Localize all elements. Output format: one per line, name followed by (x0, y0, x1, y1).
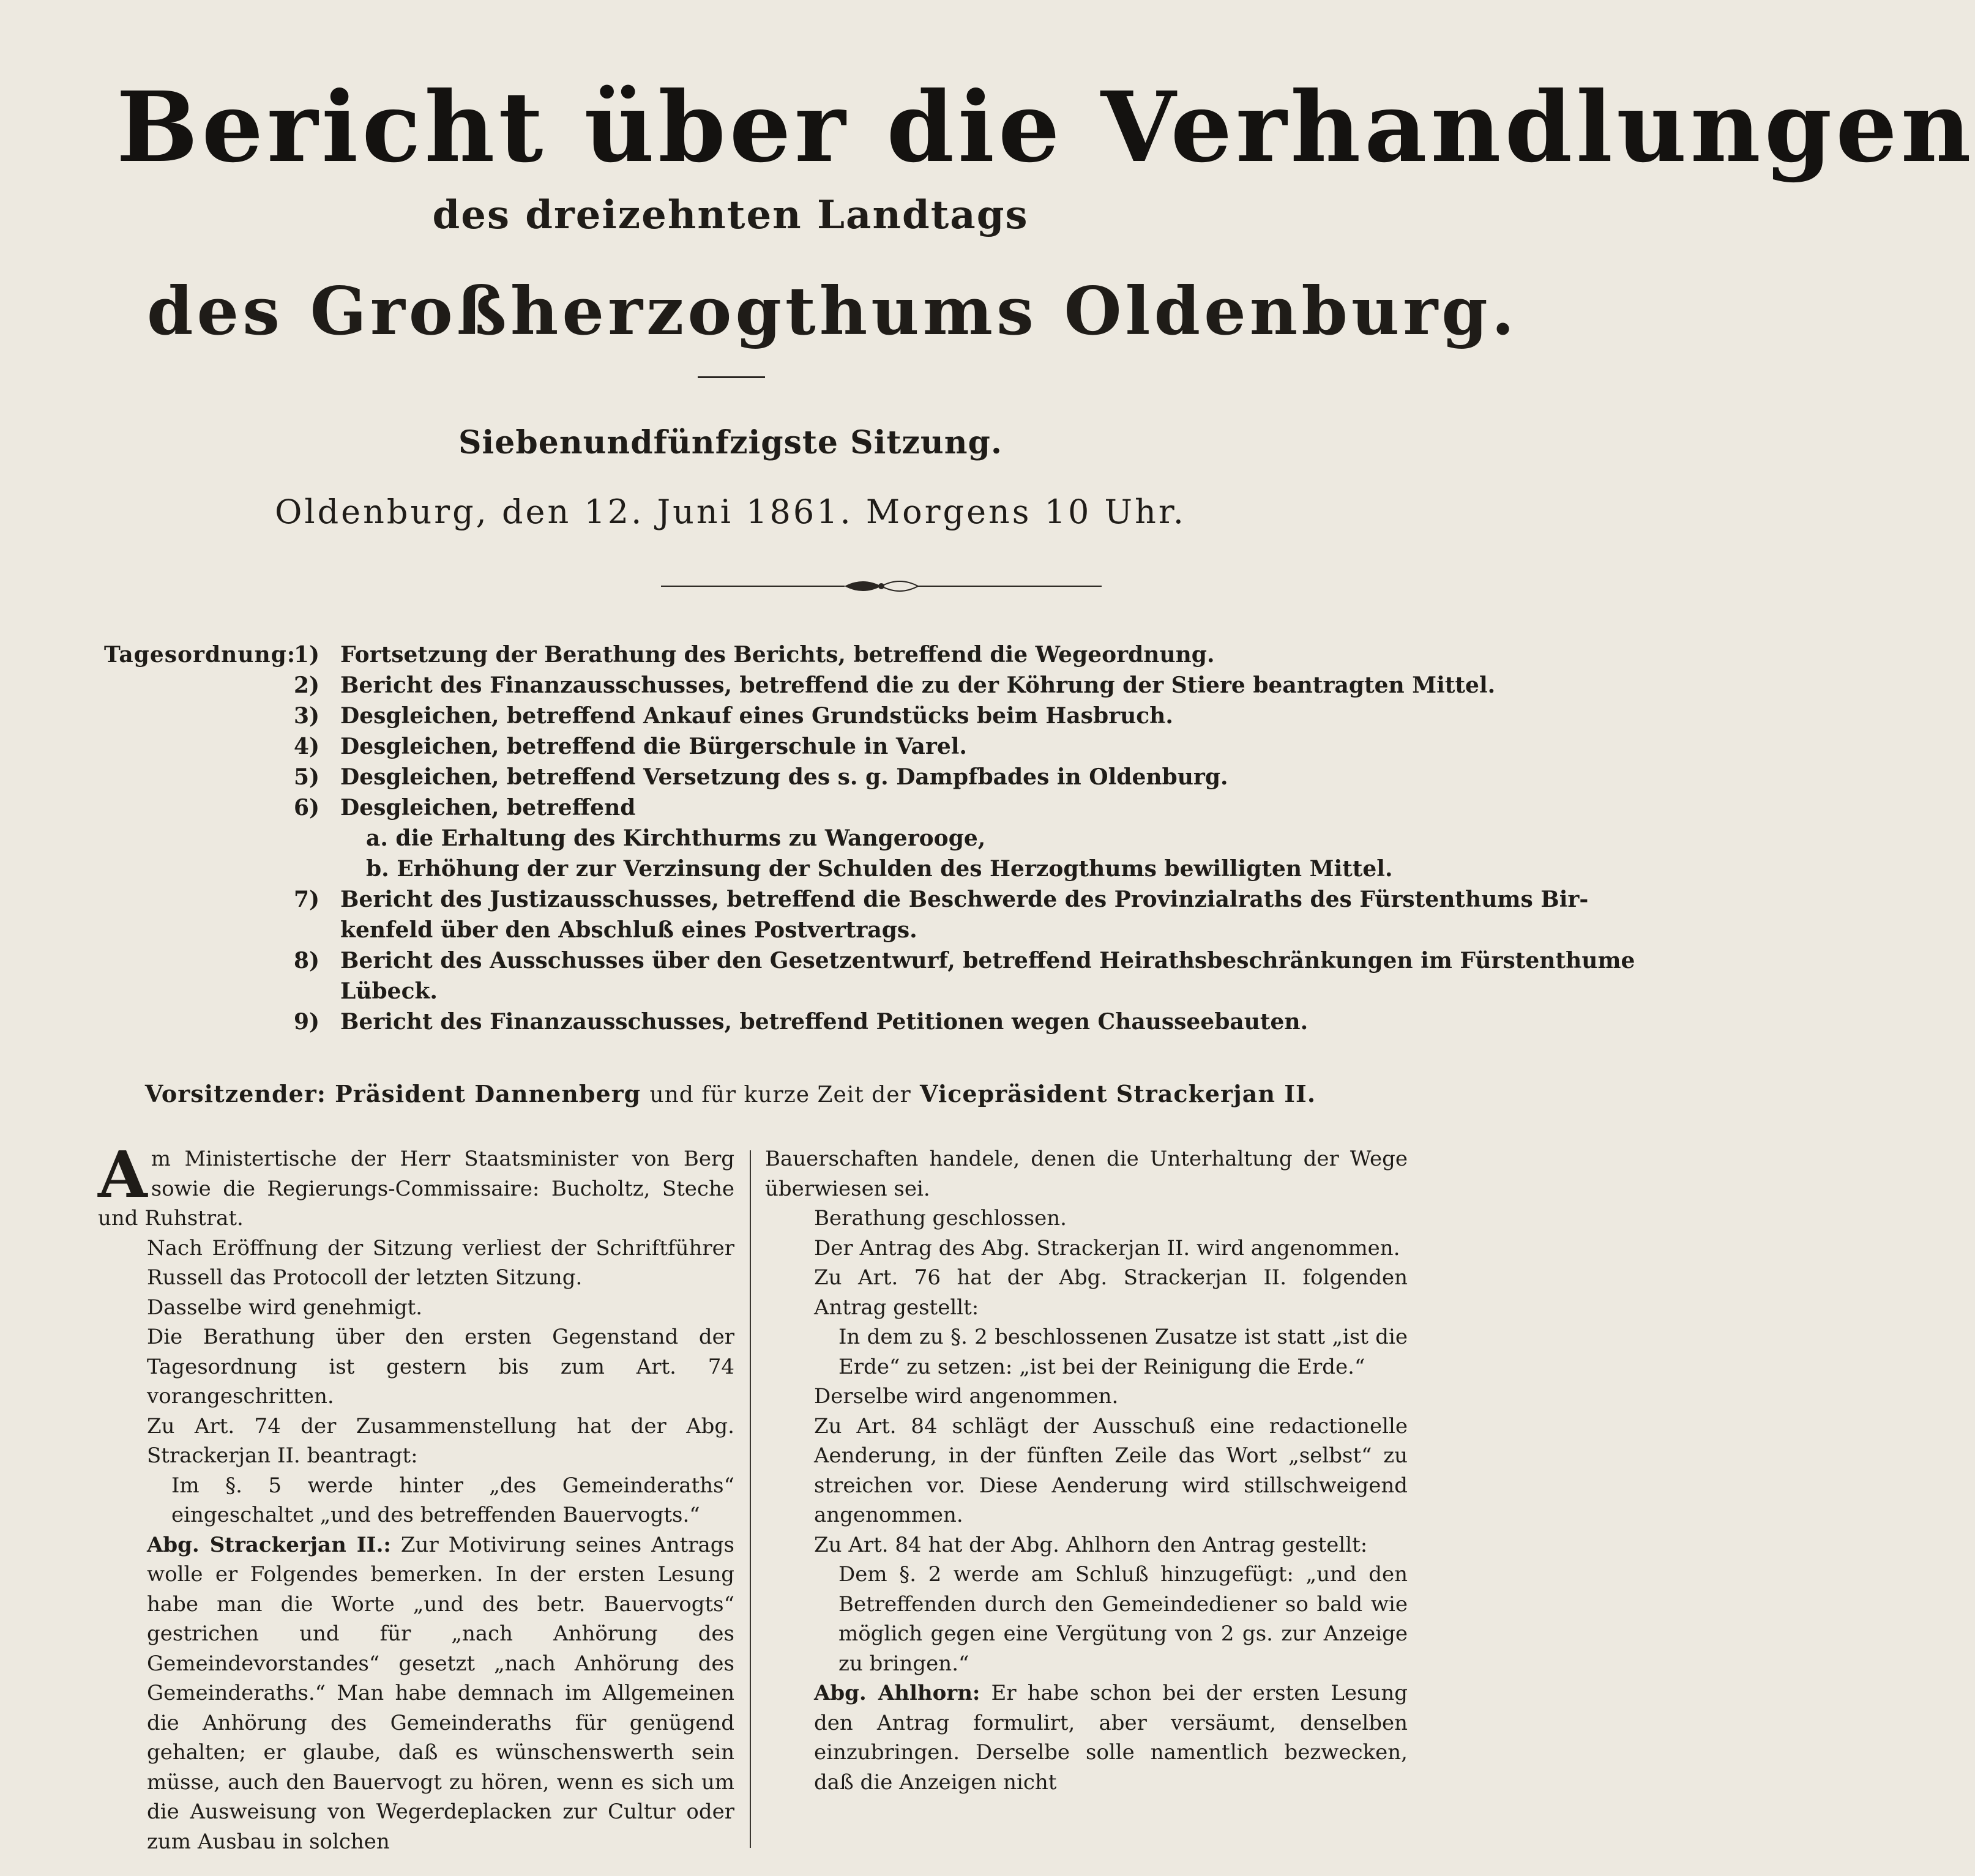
paragraph: Bauerschaften handele, denen die Unterhaltung der Wege überwiesen sei. (765, 1147, 1408, 1201)
ornamental-divider (661, 574, 1102, 598)
paragraph: Derselbe wird angenommen. (814, 1384, 1119, 1409)
left-column (98, 1137, 734, 1856)
report-subtitle-landtag: des dreizehnten Landtags (432, 192, 1029, 238)
right-column (765, 1144, 1408, 1797)
paragraph: Nach Eröffnung der Sitzung verliest der Schriftführer Russell das Protocoll der letzten Sitzung. (147, 1235, 734, 1290)
agenda-item: 4) Desgleichen, betreffend die Bürgerschule in Varel. (294, 734, 967, 759)
agenda-item: 3) Desgleichen, betreffend Ankauf eines Grundstücks beim Hasbruch. (294, 703, 1173, 729)
paragraph: Dasselbe wird genehmigt. (147, 1295, 423, 1320)
chair-vice-president: Vicepräsident Strackerjan II. (919, 1080, 1316, 1107)
title-divider (698, 376, 765, 378)
session-dateline: Oldenburg, den 12. Juni 1861. Morgens 10 Uhr. (275, 493, 1186, 531)
agenda-subitem: b. Erhöhung der zur Verzinsung der Schulden des Herzogthums bewilligten Mittel. (366, 856, 1393, 882)
chair-label: Vorsitzender: (144, 1080, 326, 1107)
report-title: Bericht über die Verhandlungen (116, 71, 1975, 184)
paragraph: Abg. Strackerjan II.: Zur Motivirung seines Antrags wolle er Folgendes bemerken. In der ersten Lesung habe man die Worte „und des betr. Bauervogts“ gestrichen und für „nach Anhörung des Gemeindevorstandes“ gesetzt „nach Anhörung des Gemeinderaths.“ Man habe demnach im Allgemeinen die Anhörung des Gemeinderaths für genügend gehalten; er glaube, daß es wünschenswerth sein müsse, auch den Bauervogt zu hören, wenn es sich um die Ausweisung von Wegerdeplacken zur Cultur oder zum Ausbau in solchen (147, 1532, 734, 1854)
agenda-item: 7) Bericht des Justizausschusses, betreffend die Beschwerde des Provinzialraths des Fürstenthums Bir- (294, 887, 1589, 912)
agenda-item-continuation: kenfeld über den Abschluß eines Postvertrags. (340, 917, 917, 943)
motion-text: Im §. 5 werde hinter „des Gemeinderaths“ eingeschaltet „und des betreffenden Bauervogts.“ (171, 1473, 734, 1527)
paragraph: Der Antrag des Abg. Strackerjan II. wird angenommen. (814, 1235, 1400, 1260)
paragraph: Die Berathung über den ersten Gegenstand der Tagesordnung ist gestern bis zum Art. 74 vorangeschritten. (147, 1325, 734, 1409)
agenda-subitem: a. die Erhaltung des Kirchthurms zu Wangerooge, (366, 825, 986, 851)
paragraph: Abg. Ahlhorn: Er habe schon bei der ersten Lesung den Antrag formulirt, aber versäumt, denselben einzubringen. Derselbe solle namentlich bezwecken, daß die Anzeigen nicht (814, 1681, 1408, 1795)
agenda-item: 1) Fortsetzung der Berathung des Berichts, betreffend die Wegeordnung. (294, 642, 1215, 668)
chair-president: Präsident Dannenberg (335, 1080, 641, 1107)
session-heading: Siebenundfünfzigste Sitzung. (458, 424, 1003, 461)
paragraph: Zu Art. 84 hat der Abg. Ahlhorn den Antrag gestellt: (814, 1532, 1368, 1557)
paragraph: Zu Art. 74 der Zusammenstellung hat der Abg. Strackerjan II. beantragt: (147, 1413, 734, 1468)
agenda-item-continuation: Lübeck. (340, 978, 438, 1004)
chair-connector: und für kurze Zeit der (649, 1082, 911, 1107)
agenda-item: 9) Bericht des Finanzausschusses, betreffend Petitionen wegen Chausseebauten. (294, 1009, 1309, 1035)
speaker-name: Abg. Ahlhorn: (814, 1681, 980, 1705)
chair-line (0, 1080, 1461, 1107)
paragraph: Zu Art. 76 hat der Abg. Strackerjan II. folgenden Antrag gestellt: (814, 1265, 1408, 1320)
drop-cap: A (98, 1137, 147, 1212)
agenda-item: 2) Bericht des Finanzausschusses, betreffend die zu der Köhrung der Stiere beantragten Mittel. (294, 672, 1496, 698)
motion-text: In dem zu §. 2 beschlossenen Zusatze ist statt „ist die Erde“ zu setzen: „ist bei der Reinigung die Erde.“ (838, 1325, 1408, 1379)
agenda-heading: Tagesordnung: (104, 642, 296, 668)
agenda-item: 8) Bericht des Ausschusses über den Gesetzentwurf, betreffend Heirathsbeschränkungen im Fürstenthume (294, 948, 1635, 973)
agenda-item: 6) Desgleichen, betreffend (294, 795, 636, 821)
paragraph: Zu Art. 84 schlägt der Ausschuß eine redactionelle Aenderung, in der fünften Zeile das Wort „selbst“ zu streichen vor. Diese Aenderung wird stillschweigend angenommen. (814, 1413, 1408, 1527)
agenda-item: 5) Desgleichen, betreffend Versetzung des s. g. Dampfbades in Oldenburg. (294, 764, 1228, 790)
report-subtitle-grand-duchy: des Großherzogthums Oldenburg. (147, 273, 1518, 350)
paragraph: Am Ministertische der Herr Staatsminister von Berg sowie die Regierungs-Commissaire: Bucholtz, Steche und Ruhstrat. (98, 1137, 734, 1230)
motion-text: Dem §. 2 werde am Schluß hinzugefügt: „und den Betreffenden durch den Gemeindediener so bald wie möglich gegen eine Vergütung von 2 gs. zur Anzeige zu bringen.“ (838, 1562, 1408, 1676)
column-divider (750, 1150, 751, 1848)
paragraph: Berathung geschlossen. (814, 1206, 1067, 1230)
speaker-name: Abg. Strackerjan II.: (147, 1532, 391, 1557)
